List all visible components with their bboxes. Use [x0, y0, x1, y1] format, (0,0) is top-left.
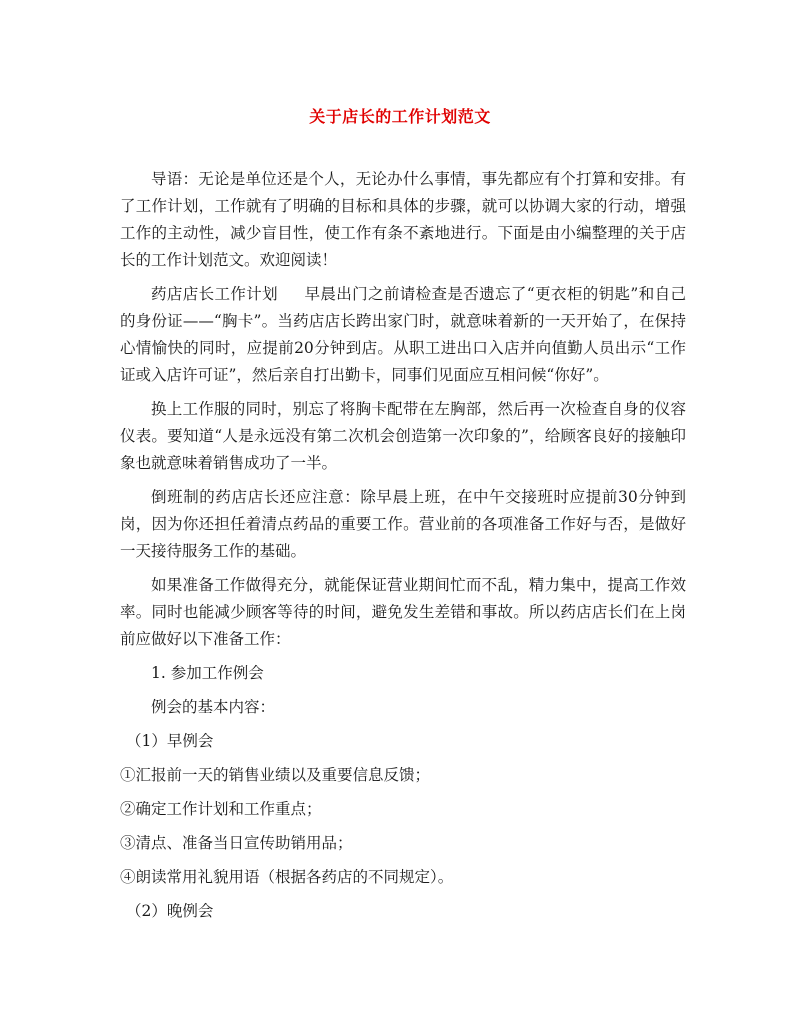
list-item-evening-meeting: （2）晚例会 — [126, 902, 214, 920]
intro-paragraph: 导语：无论是单位还是个人，无论办什么事情，事先都应有个打算和安排。有了工作计划，工作就有了明确的目标和具体的步骤，就可以协调大家的行动，增强工作的主动性，减少盲目性，使工作有条不紊地进行。下面是由小编整理的关于店长的工作计划范文。欢迎阅读！ — [120, 170, 686, 269]
list-item-step-1: ①汇报前一天的销售业绩以及重要信息反馈； — [120, 766, 431, 784]
shift-paragraph: 倒班制的药店店长还应注意：除早晨上班，在中午交接班时应提前30分钟到岗，因为你还担任着清点药品的重要工作。营业前的各项准备工作好与否，是做好一天接待服务工作的基础。 — [120, 488, 686, 560]
document-body — [120, 166, 686, 932]
list-item-step-2: ②确定工作计划和工作重点； — [120, 800, 322, 818]
list-item-step-3: ③清点、准备当日宣传助销用品； — [120, 834, 353, 852]
preparation-paragraph: 如果准备工作做得充分，就能保证营业期间忙而不乱，精力集中，提高工作效率。同时也能减少顾客等待的时间，避免发生差错和事故。所以药店店长们在上岗前应做好以下准备工作： — [120, 576, 686, 648]
list-item-heading: 1. 参加工作例会 — [151, 664, 264, 682]
list-item-step-4: ④朗读常用礼貌用语（根据各药店的不同规定）。 — [120, 868, 454, 886]
document-title: 关于店长的工作计划范文 — [309, 107, 491, 126]
list-item-subheading: 例会的基本内容： — [151, 698, 276, 716]
section-lead: 药店店长工作计划 — [151, 285, 279, 303]
uniform-paragraph: 换上工作服的同时，别忘了将胸卡配带在左胸部，然后再一次检查自身的仪容仪表。要知道“人是永远没有第二次机会创造第一次印象的”，给顾客良好的接触印象也就意味着销售成功了一半。 — [120, 400, 686, 472]
section-text: 早晨出门之前请检查是否遗忘了“更衣柜的钥匙”和自己的身份证——“胸卡”。当药店店长跨出家门时，就意味着新的一天开始了，在保持心情愉快的同时，应提前20分钟到店。从职工进出口入店并向值勤人员出示“工作证或入店许可证”，然后亲自打出勤卡，同事们见面应互相问候“你好”。 — [120, 285, 686, 384]
list-item-morning-meeting: （1）早例会 — [126, 732, 214, 750]
section-paragraph — [120, 281, 686, 389]
